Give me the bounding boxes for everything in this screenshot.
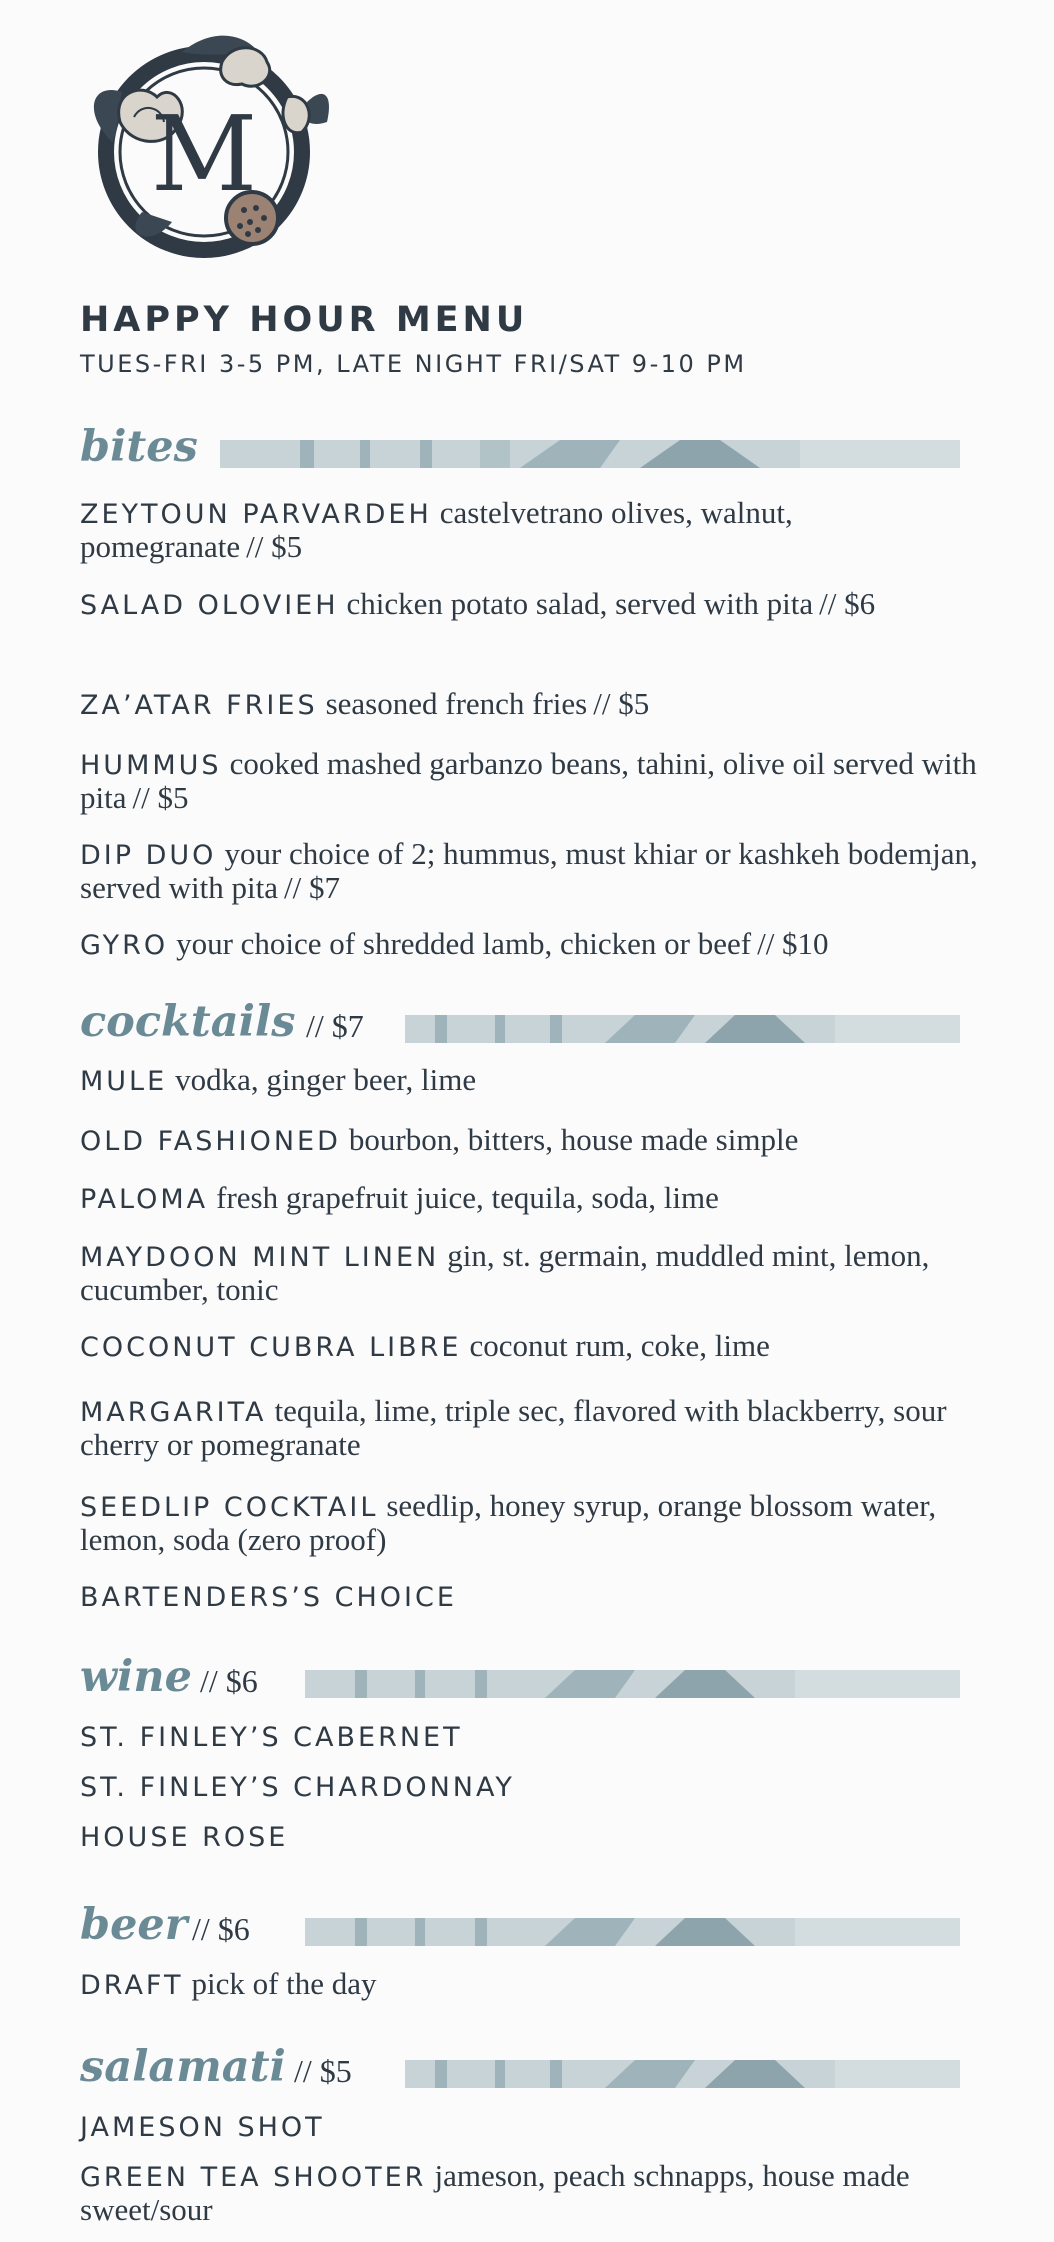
item-price: // $5	[246, 529, 303, 564]
item-name: MAYDOON MINT LINEN	[80, 1242, 440, 1273]
menu-item	[80, 1490, 980, 1556]
section-heading-beer	[80, 1898, 960, 1958]
logo-letter: M	[150, 93, 258, 215]
menu-item	[80, 1240, 980, 1306]
item-price: // $5	[132, 780, 189, 815]
item-description: bourbon, bitters, house made simple	[348, 1122, 799, 1157]
menu-hours: TUES-FRI 3-5 PM, LATE NIGHT FRI/SAT 9-10 PM	[80, 350, 747, 378]
section-price: // $7	[306, 1008, 364, 1044]
menu-item	[80, 1124, 980, 1158]
section-name: bites	[80, 422, 198, 472]
item-name: ST. FINLEY’S CHARDONNAY	[80, 1772, 515, 1803]
section-heading-salamati	[80, 2040, 960, 2100]
item-description: tequila, lime, triple sec, flavored with blackberry, sour cherry or pomegranate	[80, 1393, 947, 1462]
item-name: MULE	[80, 1066, 168, 1097]
decorative-band	[305, 1918, 960, 1946]
item-description: seasoned french fries	[325, 686, 588, 721]
decorative-band	[405, 1015, 960, 1043]
menu-item	[80, 2110, 980, 2144]
menu-item	[80, 2160, 980, 2226]
item-name: DIP DUO	[80, 840, 217, 871]
section-price: // $6	[192, 1911, 250, 1947]
item-price: // $10	[757, 926, 829, 961]
item-name: GYRO	[80, 930, 169, 961]
item-description: gin, st. germain, muddled mint, lemon, cucumber, tonic	[80, 1238, 930, 1307]
menu-item	[80, 1330, 980, 1364]
menu-item	[80, 497, 980, 563]
menu-item	[80, 928, 980, 962]
item-description: pick of the day	[191, 1966, 377, 2001]
menu-item	[80, 588, 980, 622]
item-name: BARTENDERS’S CHOICE	[80, 1582, 457, 1613]
menu-item	[80, 1395, 980, 1461]
section-heading-wine	[80, 1650, 960, 1710]
menu-item	[80, 1580, 980, 1614]
section-name: wine	[80, 1652, 192, 1702]
item-name: OLD FASHIONED	[80, 1126, 341, 1157]
item-name: HUMMUS	[80, 750, 222, 781]
item-name: PALOMA	[80, 1184, 209, 1215]
item-description: fresh grapefruit juice, tequila, soda, lime	[216, 1180, 719, 1215]
item-name: JAMESON SHOT	[80, 2112, 325, 2143]
menu-item	[80, 1770, 980, 1804]
item-description: your choice of 2; hummus, must khiar or kashkeh bodemjan, served with pita	[80, 836, 978, 905]
decorative-band	[220, 440, 960, 468]
item-name: COCONUT CUBRA LIBRE	[80, 1332, 462, 1363]
item-name: DRAFT	[80, 1970, 184, 2001]
item-description: castelvetrano olives, walnut, pomegranate	[80, 495, 793, 564]
menu-item	[80, 1064, 980, 1098]
section-price: // $6	[200, 1663, 258, 1699]
section-name: cocktails	[80, 997, 296, 1047]
item-description: vodka, ginger beer, lime	[175, 1062, 477, 1097]
item-description: seedlip, honey syrup, orange blossom water, lemon, soda (zero proof)	[80, 1488, 937, 1557]
item-name: SEEDLIP COCKTAIL	[80, 1492, 379, 1523]
item-name: ST. FINLEY’S CABERNET	[80, 1722, 463, 1753]
item-name: SALAD OLOVIEH	[80, 590, 339, 621]
menu-item	[80, 1820, 980, 1854]
item-name: ZA’ATAR FRIES	[80, 690, 318, 721]
item-description: chicken potato salad, served with pita	[346, 586, 814, 621]
item-name: ZEYTOUN PARVARDEH	[80, 499, 432, 530]
item-name: GREEN TEA SHOOTER	[80, 2162, 427, 2193]
section-name: beer	[80, 1900, 188, 1950]
item-name: HOUSE ROSE	[80, 1822, 289, 1853]
menu-item	[80, 1182, 980, 1216]
section-heading-cocktails	[80, 995, 960, 1055]
decorative-band	[305, 1670, 960, 1698]
item-description: cooked mashed garbanzo beans, tahini, olive oil served with pita	[80, 746, 977, 815]
section-price: // $5	[294, 2053, 352, 2089]
restaurant-logo	[72, 22, 342, 267]
menu-item	[80, 838, 980, 904]
section-name: salamati	[80, 2042, 286, 2092]
menu-item	[80, 1720, 980, 1754]
item-description: your choice of shredded lamb, chicken or beef	[176, 926, 752, 961]
item-price: // $7	[284, 870, 340, 905]
menu-item	[80, 1968, 980, 2002]
menu-title: HAPPY HOUR MENU	[80, 300, 529, 340]
menu-item	[80, 688, 980, 722]
section-heading-bites	[80, 420, 960, 480]
item-price: // $6	[819, 586, 876, 621]
item-name: MARGARITA	[80, 1397, 267, 1428]
item-price: // $5	[593, 686, 650, 721]
item-description: coconut rum, coke, lime	[469, 1328, 770, 1363]
item-description: jameson, peach schnapps, house made sweet/sour	[80, 2158, 910, 2227]
decorative-band	[405, 2060, 960, 2088]
menu-item	[80, 748, 980, 814]
